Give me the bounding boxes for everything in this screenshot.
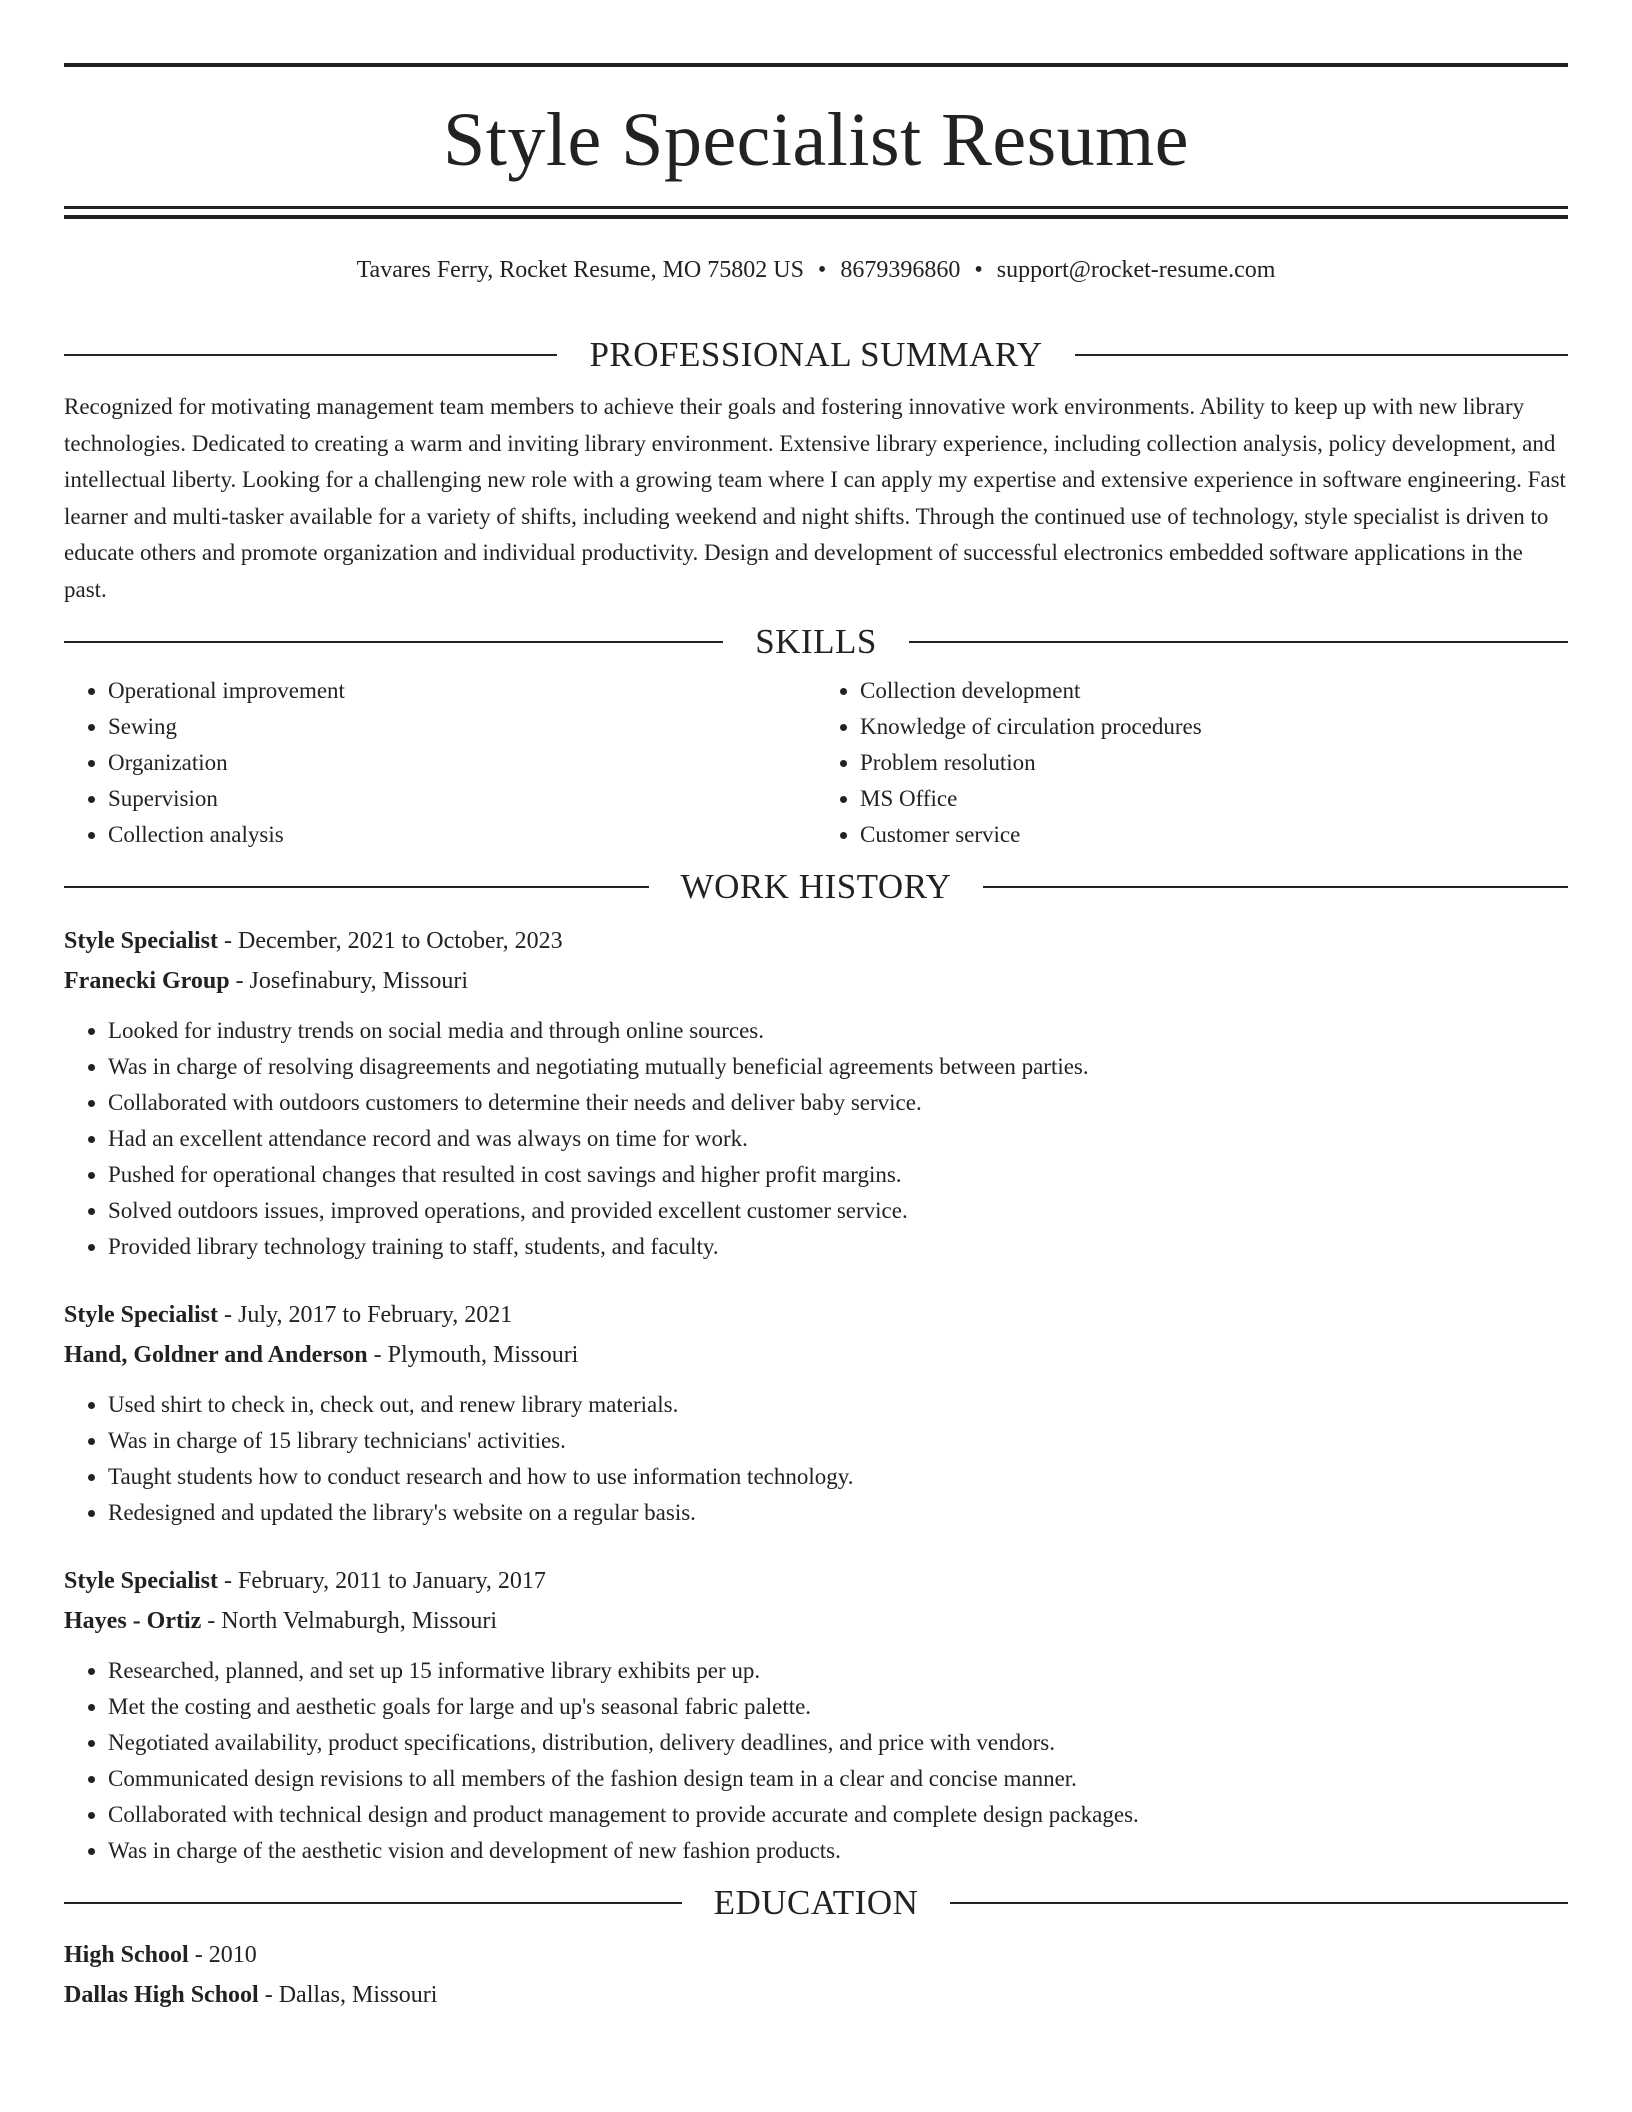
skill-item: • Customer service xyxy=(860,817,1568,853)
skills-section-header xyxy=(64,622,1568,662)
job-duty-item: • Communicated design revisions to all members of the fashion design team in a clear and concise manner. xyxy=(108,1761,1568,1797)
job-company: Hayes - Ortiz xyxy=(64,1608,202,1634)
job-title-line xyxy=(64,1561,1568,1601)
job-company-line xyxy=(64,961,1568,1001)
skills-list xyxy=(64,673,1568,853)
job-dates: - February, 2011 to January, 2017 xyxy=(218,1568,546,1594)
skill-item: • Knowledge of circulation procedures xyxy=(860,709,1568,745)
skill-item: • Operational improvement xyxy=(108,673,816,709)
contact-separator: • xyxy=(974,257,983,283)
job-duties xyxy=(64,1013,1568,1265)
divider-line xyxy=(1075,354,1568,356)
contact-address: Tavares Ferry, Rocket Resume, MO 75802 US xyxy=(356,257,804,283)
work-section-header xyxy=(64,867,1568,907)
skill-item: • Organization xyxy=(108,745,816,781)
education-entry xyxy=(64,1935,1568,2015)
job-duties xyxy=(64,1653,1568,1869)
job-duty-item: • Collaborated with outdoors customers to determine their needs and deliver baby service. xyxy=(108,1085,1568,1121)
divider-line xyxy=(983,886,1568,888)
skill-item: • Collection development xyxy=(860,673,1568,709)
job-duties xyxy=(64,1387,1568,1531)
job-duty-item: • Was in charge of the aesthetic vision and development of new fashion products. xyxy=(108,1833,1568,1869)
job-location: - North Velmaburgh, Missouri xyxy=(201,1608,498,1634)
job-duty-item: • Provided library technology training to staff, students, and faculty. xyxy=(108,1229,1568,1265)
skill-item: • Problem resolution xyxy=(860,745,1568,781)
job-title-line xyxy=(64,1295,1568,1335)
job-title: Style Specialist xyxy=(64,1568,218,1594)
job-company: Franecki Group xyxy=(64,968,230,994)
education-section-header xyxy=(64,1883,1568,1923)
education-location: - Dallas, Missouri xyxy=(258,1982,438,2008)
job-dates: - July, 2017 to February, 2021 xyxy=(218,1302,513,1328)
job-entry xyxy=(64,921,1568,1265)
job-title-line xyxy=(64,921,1568,961)
job-entry xyxy=(64,1561,1568,1869)
skill-item: • Collection analysis xyxy=(108,817,816,853)
skills-heading: SKILLS xyxy=(755,622,877,661)
job-duty-item: • Taught students how to conduct research and how to use information technology. xyxy=(108,1459,1568,1495)
job-duty-item: • Researched, planned, and set up 15 informative library exhibits per up. xyxy=(108,1653,1568,1689)
job-location: - Josefinabury, Missouri xyxy=(229,968,468,994)
education-year: - 2010 xyxy=(188,1942,257,1968)
job-company: Hand, Goldner and Anderson xyxy=(64,1342,368,1368)
contact-email: support@rocket-resume.com xyxy=(996,257,1276,283)
job-title: Style Specialist xyxy=(64,928,218,954)
job-company-line xyxy=(64,1601,1568,1641)
job-location: - Plymouth, Missouri xyxy=(367,1342,579,1368)
title-double-rule xyxy=(64,206,1568,219)
divider-line xyxy=(64,1902,682,1904)
divider-line xyxy=(909,641,1568,643)
skills-left-column xyxy=(64,673,816,853)
divider-line xyxy=(64,354,557,356)
job-duty-item: • Was in charge of 15 library technicians' activities. xyxy=(108,1423,1568,1459)
job-duty-item: • Looked for industry trends on social media and through online sources. xyxy=(108,1013,1568,1049)
job-duty-item: • Was in charge of resolving disagreements and negotiating mutually beneficial agreements between parties. xyxy=(108,1049,1568,1085)
divider-line xyxy=(64,641,723,643)
job-duty-item: • Met the costing and aesthetic goals for large and up's seasonal fabric palette. xyxy=(108,1689,1568,1725)
job-duty-item: • Used shirt to check in, check out, and renew library materials. xyxy=(108,1387,1568,1423)
education-school: Dallas High School xyxy=(64,1982,259,2008)
education-heading: EDUCATION xyxy=(713,1883,919,1922)
job-dates: - December, 2021 to October, 2023 xyxy=(218,928,563,954)
job-duty-item: • Negotiated availability, product specifications, distribution, delivery deadlines, and price with vendors. xyxy=(108,1725,1568,1761)
contact-line xyxy=(64,255,1568,285)
divider-line xyxy=(64,886,649,888)
skill-item: • Sewing xyxy=(108,709,816,745)
contact-separator: • xyxy=(817,257,827,283)
job-duty-item: • Had an excellent attendance record and was always on time for work. xyxy=(108,1121,1568,1157)
summary-heading: PROFESSIONAL SUMMARY xyxy=(589,335,1043,374)
divider-line xyxy=(950,1902,1568,1904)
education-school-line xyxy=(64,1975,1568,2015)
resume-page xyxy=(64,0,1568,2015)
job-company-line xyxy=(64,1335,1568,1375)
education-degree-line xyxy=(64,1935,1568,1975)
skills-right-column xyxy=(816,673,1568,853)
job-duty-item: • Redesigned and updated the library's website on a regular basis. xyxy=(108,1495,1568,1531)
contact-phone: 8679396860 xyxy=(840,257,961,283)
job-entry xyxy=(64,1295,1568,1531)
skill-item: • Supervision xyxy=(108,781,816,817)
resume-title: Style Specialist Resume xyxy=(442,98,1190,182)
job-duty-item: • Pushed for operational changes that resulted in cost savings and higher profit margins. xyxy=(108,1157,1568,1193)
work-heading: WORK HISTORY xyxy=(680,867,952,906)
job-duty-item: • Collaborated with technical design and product management to provide accurate and complete design packages. xyxy=(108,1797,1568,1833)
job-duty-item: • Solved outdoors issues, improved operations, and provided excellent customer service. xyxy=(108,1193,1568,1229)
education-degree: High School xyxy=(64,1942,189,1968)
summary-section-header xyxy=(64,335,1568,375)
job-title: Style Specialist xyxy=(64,1302,218,1328)
summary-text: Recognized for motivating management team members to achieve their goals and fostering innovative work environments. Ability to keep up with new library technologies. Dedicated to creating a warm and inviting library environment. Extensive library experience, including collection analysis, policy development, and intellectual liberty. Looking for a challenging new role with a growing team where I can apply my expertise and extensive experience in software engineering. Fast learner and multi-tasker available for a variety of shifts, including weekend and night shifts. Through the continued use of technology, style specialist is driven to educate others and promote organization and individual productivity. Design and development of successful electronics embedded software applications in the past. xyxy=(64,394,1566,602)
skill-item: • MS Office xyxy=(860,781,1568,817)
